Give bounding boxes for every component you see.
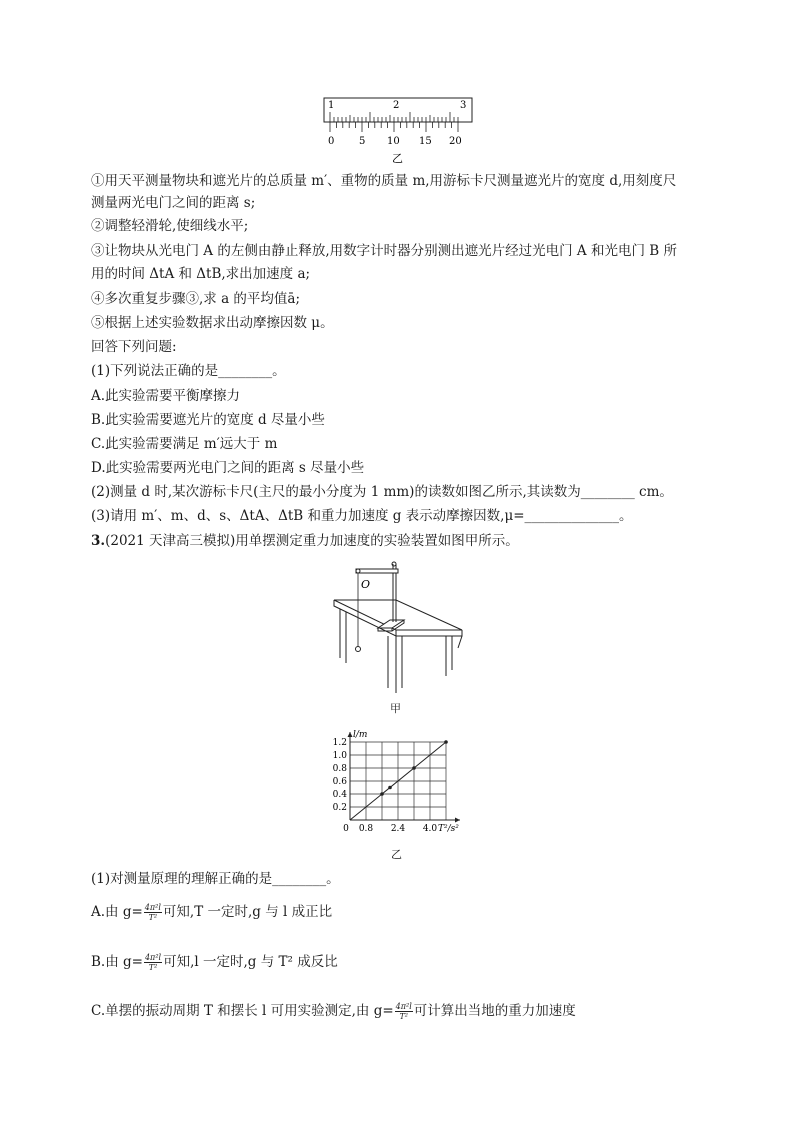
- question-1-option-b: B.此实验需要遮光片的宽度 d 尽量小些: [91, 412, 325, 428]
- option-a-prefix: A.由 g=: [91, 904, 143, 920]
- chart-caption: 乙: [391, 848, 402, 861]
- question-3: (3)请用 m′、m、d、s、ΔtA、ΔtB 和重力加速度 g 表示动摩擦因数,μ=______________。: [91, 508, 633, 524]
- step-1-line-1: ①用天平测量物块和遮光片的总质量 m′、重物的质量 m,用游标卡尺测量遮光片的宽度 d,用刻度尺: [91, 173, 677, 189]
- step-2: ②调整轻滑轮,使细线水平;: [91, 218, 249, 234]
- pendulum-bob: [356, 647, 361, 652]
- questions-intro: 回答下列问题:: [91, 339, 177, 355]
- l-vs-t2-chart: [326, 728, 472, 834]
- y-tick-label: 0.8: [332, 764, 347, 774]
- problem-3-header: [91, 532, 519, 550]
- step-3-line-1: ③让物块从光电门 A 的左侧由静止释放,用数字计时器分别测出遮光片经过光电门 A 和光电门 B 所: [91, 243, 677, 259]
- main-scale-label-3: 3: [460, 100, 467, 111]
- problem-3-text: (2021 天津高三模拟)用单摆测定重力加速度的实验装置如图甲所示。: [105, 533, 519, 549]
- option-a-suffix: 可知,T 一定时,g 与 l 成正比: [162, 904, 333, 920]
- g-formula-fraction: $\frac{\text{4π²l}}{\text{T²}}$: [144, 903, 161, 922]
- chart-x-axis-label: T²/s²: [438, 824, 459, 834]
- y-axis-arrow: [348, 732, 353, 737]
- x-tick-label: 0: [343, 824, 349, 834]
- table-drawing: [334, 600, 462, 693]
- y-tick-label: 0.2: [332, 803, 347, 813]
- figure-jia-caption: 甲: [390, 702, 401, 715]
- y-tick-label: 0.4: [332, 790, 347, 800]
- caliper-caption: 乙: [392, 152, 403, 165]
- vernier-label-5: 5: [359, 136, 366, 147]
- option-c-prefix: C.单摆的振动周期 T 和摆长 l 可用实验测定,由 g=: [91, 1003, 394, 1019]
- question-1-stem: (1)下列说法正确的是________。: [91, 363, 286, 379]
- y-tick-label: 0.6: [332, 777, 347, 787]
- step-3-line-2: 用的时间 ΔtA 和 ΔtB,求出加速度 a;: [91, 266, 311, 282]
- vernier-label-15: 15: [419, 136, 432, 147]
- g-formula-fraction: $\frac{\text{4π²l}}{\text{T²}}$: [395, 1002, 412, 1021]
- option-b-prefix: B.由 g=: [91, 954, 143, 970]
- vernier-label-20: 20: [449, 136, 462, 147]
- step-5: ⑤根据上述实验数据求出动摩擦因数 μ。: [91, 315, 334, 331]
- data-point: [412, 766, 416, 770]
- data-point: [444, 740, 448, 744]
- step-1-line-2: 测量两光电门之间的距离 s;: [91, 195, 256, 211]
- pendulum-option-b: [91, 953, 338, 972]
- pendulum-apparatus-figure: [326, 558, 466, 718]
- vernier-label-10: 10: [387, 136, 400, 147]
- pendulum-option-c: [91, 1002, 576, 1021]
- step-4: ④多次重复步骤③,求 a 的平均值ā;: [91, 291, 301, 307]
- y-tick-label: 1.0: [332, 751, 347, 761]
- pivot-label-o: O: [361, 578, 371, 591]
- option-b-suffix: 可知,l 一定时,g 与 T² 成反比: [163, 954, 338, 970]
- chart-y-axis-label: l/m: [353, 730, 368, 740]
- x-tick-label: 0.8: [358, 824, 374, 834]
- pendulum-option-a: [91, 903, 332, 922]
- question-1-option-a: A.此实验需要平衡摩擦力: [91, 388, 241, 404]
- g-formula-fraction: $\frac{\text{4π²l}}{\text{T²}}$: [144, 953, 162, 972]
- main-scale-label-2: 2: [393, 100, 400, 111]
- pendulum-question-1-stem: (1)对测量原理的理解正确的是________。: [91, 871, 340, 887]
- vernier-caliper-figure: [318, 96, 478, 168]
- question-2: (2)测量 d 时,某次游标卡尺(主尺的最小分度为 1 mm)的读数如图乙所示,其读数为________ cm。: [91, 484, 673, 500]
- option-c-suffix: 可计算出当地的重力加速度: [413, 1003, 576, 1019]
- x-tick-label: 4.0: [422, 824, 438, 834]
- x-tick-label: 2.4: [390, 824, 406, 834]
- x-axis-arrow: [455, 818, 460, 823]
- problem-3-number: 3.: [91, 533, 106, 549]
- y-tick-label: 1.2: [332, 738, 347, 748]
- data-point: [388, 786, 392, 790]
- main-scale-label-1: 1: [328, 100, 335, 111]
- question-1-option-c: C.此实验需要满足 m′远大于 m: [91, 436, 278, 452]
- vernier-label-0: 0: [328, 136, 335, 147]
- question-1-option-d: D.此实验需要两光电门之间的距离 s 尽量小些: [91, 460, 365, 476]
- data-point: [380, 792, 384, 796]
